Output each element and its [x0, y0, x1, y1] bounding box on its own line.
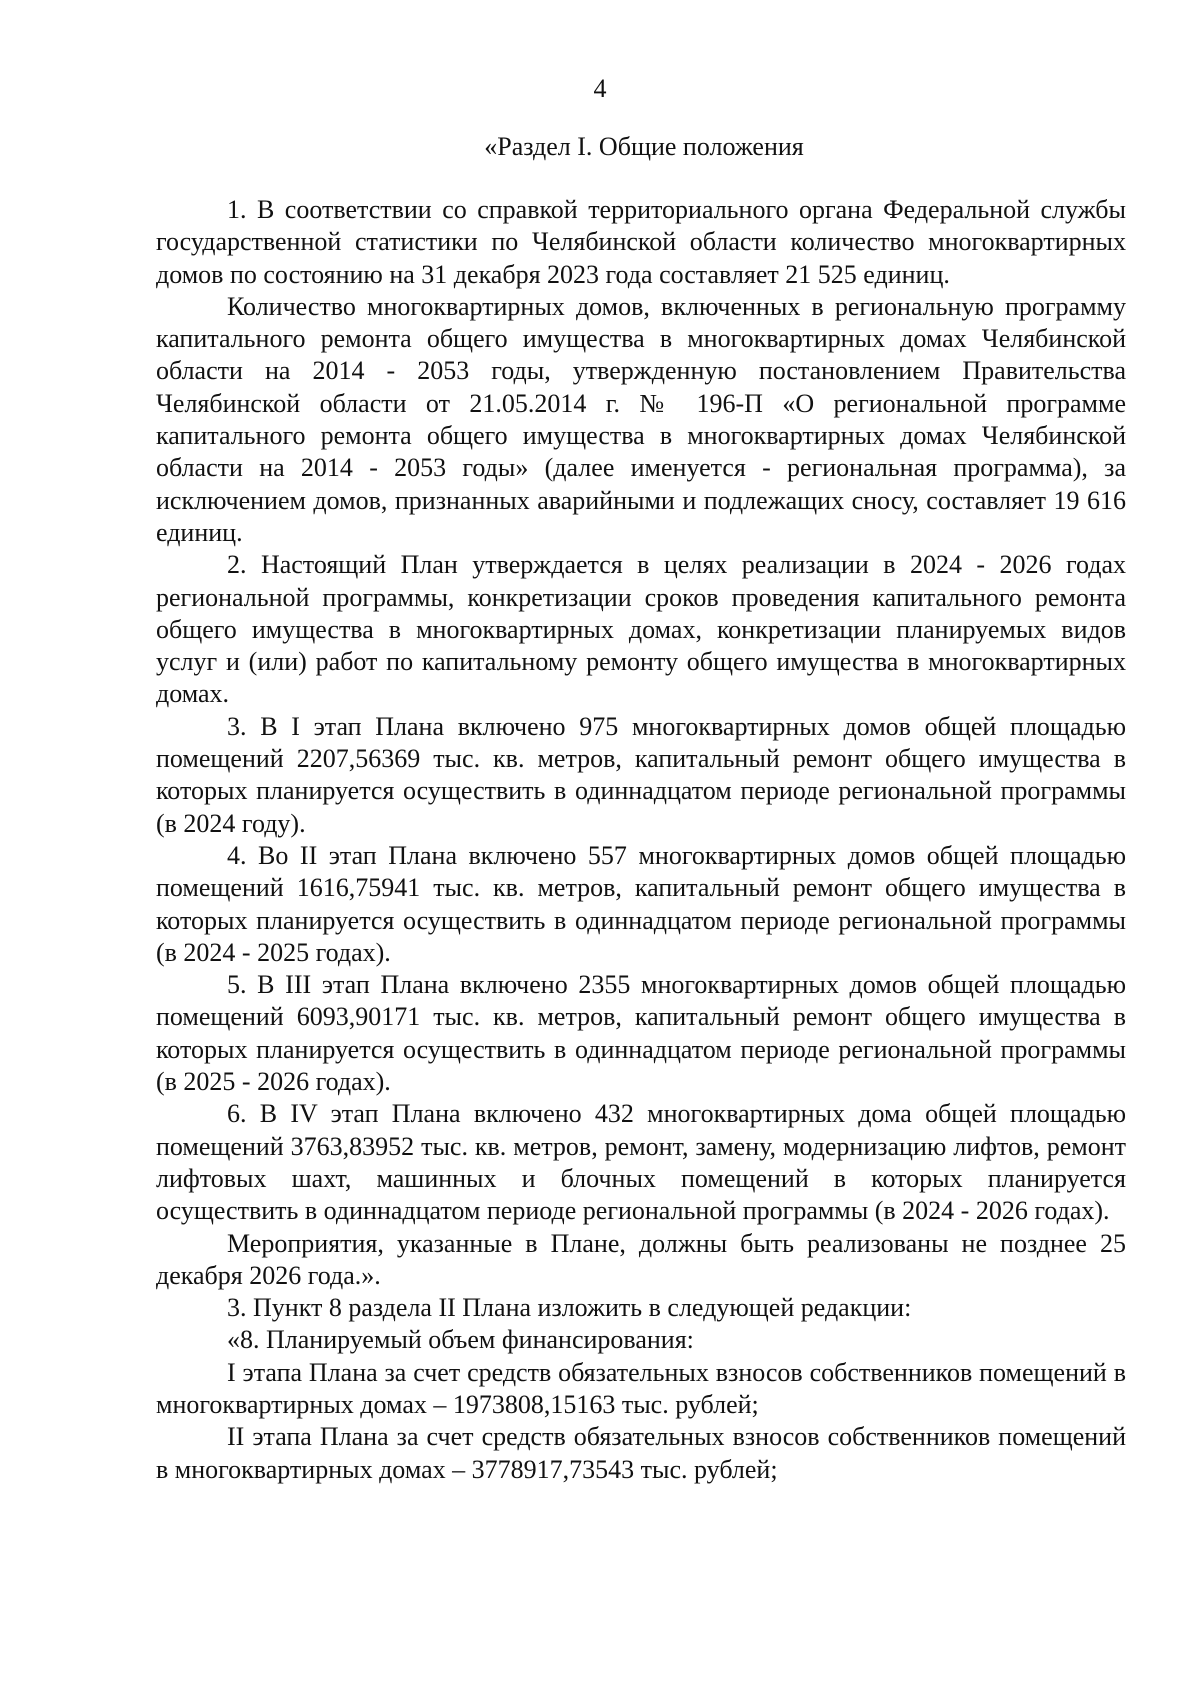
paragraph-4: 3. В I этап Плана включено 975 многоквартирных домов общей площадью помещений 2207,56369 тыс. кв. метров, капитальный ремонт общего имущества в которых планируется осуществить в одиннадцатом периоде региональной программы (в 2024 году).	[156, 711, 1126, 838]
paragraph-2: Количество многоквартирных домов, включенных в региональную программу капитального ремонта общего имущества в многоквартирных домах Челябинской области на 2014 - 2053 годы, утвержденную постановлением Правительства Челябинской области от 21.05.2014 г. № 196-П «О региональной программе капитального ремонта общего имущества в многоквартирных домах Челябинской области на 2014 - 2053 годы» (далее именуется - региональная программа), за исключением домов, признанных аварийными и подлежащих сносу, составляет 19 616 единиц.	[156, 291, 1126, 547]
paragraph-6: 5. В III этап Плана включено 2355 многоквартирных домов общей площадью помещений 6093,90171 тыс. кв. метров, капитальный ремонт общего имущества в которых планируется осуществить в одиннадцатом периоде региональной программы (в 2025 - 2026 годах).	[156, 970, 1126, 1097]
paragraph-10: «8. Планируемый объем финансирования:	[227, 1325, 694, 1355]
section-title: «Раздел I. Общие положения	[484, 132, 804, 161]
paragraph-12: II этапа Плана за счет средств обязательных взносов собственников помещений в многоквартирных домах – 3778917,73543 тыс. рублей;	[156, 1422, 1126, 1484]
paragraph-8: Мероприятия, указанные в Плане, должны быть реализованы не позднее 25 декабря 2026 года.».	[156, 1228, 1126, 1290]
paragraph-11: I этапа Плана за счет средств обязательных взносов собственников помещений в многоквартирных домах – 1973808,15163 тыс. рублей;	[156, 1357, 1126, 1419]
page-number: 4	[593, 74, 607, 103]
paragraph-3: 2. Настоящий План утверждается в целях реализации в 2024 - 2026 годах региональной программы, конкретизации сроков проведения капитального ремонта общего имущества в многоквартирных домах, конкретизации планируемых видов услуг и (или) работ по капитальному ремонту общего имущества в многоквартирных домах.	[156, 550, 1126, 709]
paragraph-7: 6. В IV этап Плана включено 432 многоквартирных дома общей площадью помещений 3763,83952 тыс. кв. метров, ремонт, замену, модернизацию лифтов, ремонт лифтовых шахт, машинных и блочных помещений в которых планируется осуществить в одиннадцатом периоде региональной программы (в 2024 - 2026 годах).	[156, 1099, 1126, 1226]
document-body	[156, 194, 1126, 1486]
paragraph-5: 4. Во II этап Плана включено 557 многоквартирных домов общей площадью помещений 1616,75941 тыс. кв. метров, капитальный ремонт общего имущества в которых планируется осуществить в одиннадцатом периоде региональной программы (в 2024 - 2025 годах).	[156, 840, 1126, 967]
paragraph-1: 1. В соответствии со справкой территориального органа Федеральной службы государственной статистики по Челябинской области количество многоквартирных домов по состоянию на 31 декабря 2023 года составляет 21 525 единиц.	[156, 195, 1126, 289]
paragraph-9: 3. Пункт 8 раздела II Плана изложить в следующей редакции:	[227, 1293, 912, 1323]
